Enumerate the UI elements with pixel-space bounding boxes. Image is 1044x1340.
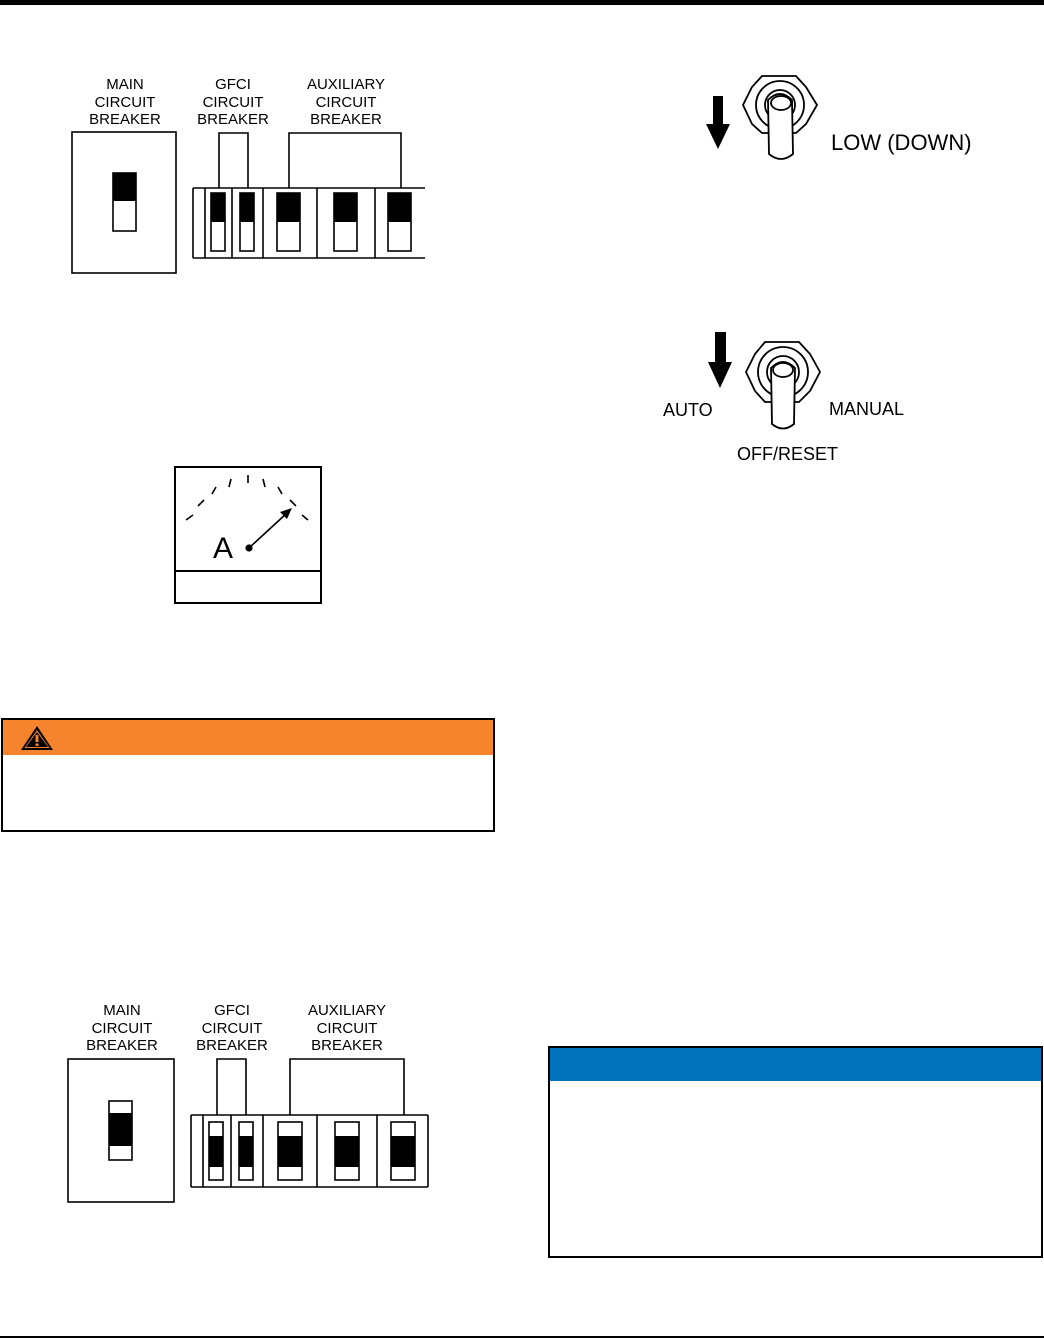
aux-breaker-label-bottom: AUXILIARY CIRCUIT BREAKER — [307, 1002, 387, 1054]
gfci-breaker-label-bottom: GFCI CIRCUIT BREAKER — [196, 1002, 268, 1054]
toggle-auto-label: AUTO — [663, 400, 713, 420]
toggle-manual-label: MANUAL — [829, 399, 905, 419]
ammeter-unit-label: A — [213, 532, 234, 565]
gfci-breaker-label-top: GFCI CIRCUIT BREAKER — [197, 76, 269, 128]
notice-box — [548, 1046, 1043, 1258]
toggle-low-label: LOW (DOWN) — [831, 130, 972, 155]
down-arrow-icon — [708, 332, 732, 388]
main-breaker-label-top: MAIN CIRCUIT BREAKER — [89, 76, 161, 128]
main-breaker-label-bottom: MAIN CIRCUIT BREAKER — [86, 1002, 158, 1054]
bottom-rule — [0, 1336, 1044, 1338]
aux-breaker-label-top: AUXILIARY CIRCUIT BREAKER — [306, 76, 386, 128]
toggle-off-reset-label: OFF/RESET — [737, 444, 839, 464]
notice-header — [550, 1048, 1041, 1081]
